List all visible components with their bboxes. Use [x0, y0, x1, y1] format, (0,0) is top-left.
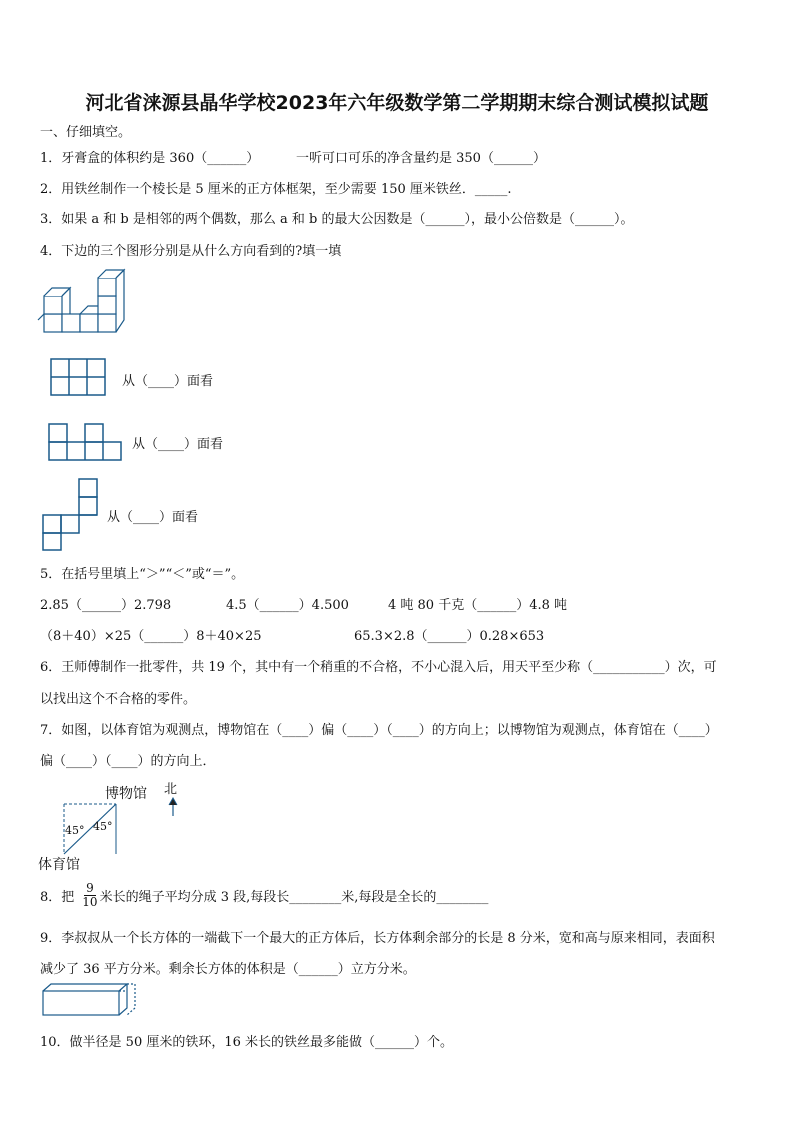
question-9-line-1: 9．李叔叔从一个长方体的一端截下一个最大的正方体后，长方体剩余部分的长是 8 分米，宽和高与原来相同，表面积 [40, 931, 715, 946]
fraction-numerator: 9 [86, 881, 94, 895]
angle-label-2: 45° [93, 820, 113, 833]
question-8-suffix: 米长的绳子平均分成 3 段,每段长________米,每段是全长的________ [99, 890, 489, 905]
question-9-line-2: 减少了 36 平方分米。剩余长方体的体积是（______）立方分米。 [40, 962, 416, 977]
question-1a: 1．牙膏盒的体积约是 360（______） [40, 151, 260, 166]
fraction [82, 882, 97, 909]
north-label: 北 [164, 782, 178, 797]
question-5: 5．在括号里填上“＞”“＜”或“＝”。 [40, 567, 245, 582]
compare-item-1: 2.85（______）2.798 [40, 598, 172, 613]
question-2: 2．用铁丝制作一个棱长是 5 厘米的正方体框架，至少需要 150 厘米铁丝．_____. [40, 182, 512, 197]
question-1b: 一听可口可乐的净含量约是 350（______） [296, 151, 546, 166]
question-3: 3．如果 a 和 b 是相邻的两个偶数，那么 a 和 b 的最大公因数是（______），最小公倍数是（______）。 [40, 212, 634, 227]
angle-label-1: 45° [65, 824, 85, 837]
question-8-prefix: 8．把 [40, 890, 75, 905]
question-6-line-1: 6．王师傅制作一批零件，共 19 个，其中有一个稍重的不合格，不小心混入后，用天平至少称（___________）次，可 [40, 660, 717, 675]
view-2-label: 从（____）面看 [132, 437, 224, 452]
cuboid-figure [42, 983, 142, 1017]
question-6-line-2: 以找出这个不合格的零件。 [40, 692, 197, 707]
view-1-label: 从（____）面看 [122, 374, 214, 389]
view-3-label: 从（____）面看 [107, 510, 199, 525]
section-heading: 一、仔细填空。 [40, 125, 132, 140]
page-title: 河北省涞源县晶华学校2023年六年级数学第二学期期末综合测试模拟试题 [85, 92, 709, 114]
question-10: 10．做半径是 50 厘米的铁环，16 米长的铁丝最多能做（______）个。 [40, 1035, 454, 1050]
fraction-denominator: 10 [82, 895, 98, 909]
question-4: 4．下边的三个图形分别是从什么方向看到的?填一填 [40, 244, 342, 259]
question-7-line-1: 7．如图，以体育馆为观测点，博物馆在（____）偏（____）（____）的方向上；以博物馆为观测点，体育馆在（____） [40, 723, 718, 738]
compare-item-5: 65.3×2.8（______）0.28×653 [354, 629, 545, 644]
view-2-figure [48, 423, 128, 463]
view-3-figure [42, 478, 102, 553]
compare-item-4: （8＋40）×25（______）8＋40×25 [40, 629, 262, 644]
question-7-line-2: 偏（____）（____）的方向上． [40, 754, 216, 769]
question-8 [40, 882, 488, 909]
cube-stack-figure [40, 274, 130, 334]
compare-item-3: 4 吨 80 千克（______）4.8 吨 [388, 598, 568, 613]
compare-item-2: 4.5（______）4.500 [226, 598, 349, 613]
view-1-figure [50, 358, 110, 398]
gym-label: 体育馆 [38, 857, 80, 873]
museum-label: 博物馆 [105, 786, 147, 802]
